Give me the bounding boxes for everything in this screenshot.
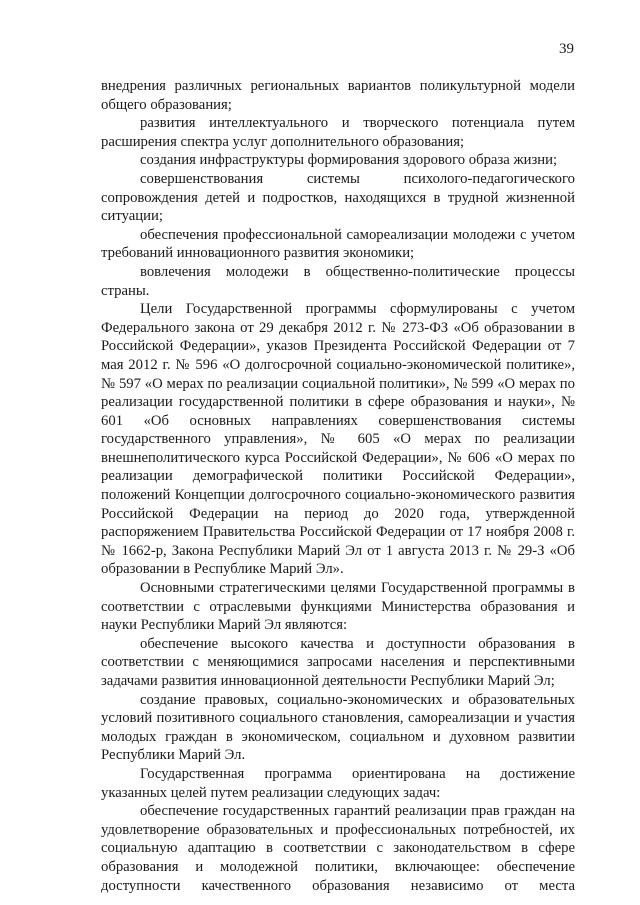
- paragraph-youth-self-realization: обеспечения профессиональной самореализации молодежи с учетом требований инновационного развития экономики;: [101, 226, 575, 262]
- paragraph-healthy-lifestyle: создания инфраструктуры формирования здорового образа жизни;: [140, 152, 558, 169]
- paragraph-goal-education-quality: обеспечение высокого качества и доступности образования в соответствии с меняющимися запросами населения и перспективными задачами развития инновационной деятельности Республики Марий Эл;: [101, 635, 575, 689]
- paragraph-psychological-support: совершенствования системы психолого-педагогического сопровождения детей и подростков, находящихся в трудной жизненной ситуации;: [101, 170, 575, 225]
- paragraph-program-goals-basis: Цели Государственной программы сформулированы с учетом Федерального закона от 29 декабря 2012 г. № 273-ФЗ «Об образовании в Российской Федерации», указов Президента Российской Федерации от 7 мая 2012 г. № 596 «О долгосрочной социально-экономической политике», № 597 «О мерах по реализации социальной политики», № 599 «О мерах по реализации государственной политики в сфере образования и науки», № 601 «Об основных направлениях совершенствования системы государственного управления», № 605 «О мерах по реализации внешнеполитического курса Российской Федерации», № 606 «О мерах по реализации демографической политики Российской Федерации», положений Концепции долгосрочного социально-экономического развития Российской Федерации на период до 2020 года, утвержденной распоряжением Правительства Российской Федерации от 17 ноября 2008 г. № 1662-р, Закона Республики Марий Эл от 1 августа 2013 г. № 29-З «Об образовании в Республике Марий Эл».: [101, 301, 575, 578]
- paragraph-goal-youth-conditions: создание правовых, социально-экономических и образовательных условий позитивного социального становления, самореализации и участия молодых граждан в экономическом, социальном и духовном развитии Республики Марий Эл.: [101, 691, 575, 764]
- page-number: 39: [559, 41, 574, 57]
- paragraph-state-guarantees: обеспечение государственных гарантий реализации прав граждан на удовлетворение образовательных и профессиональных потребностей, их социальную адаптацию в соответствии с законодательством в сфере образования и молодежной политики, включающее: обеспечение доступности качественного образования независимо от места: [101, 803, 575, 894]
- paragraph-tasks-intro: Государственная программа ориентирована на достижение указанных целей путем реализации следующих задач:: [101, 765, 575, 801]
- body-text: [101, 77, 575, 895]
- paragraph-strategic-goals-intro: Основными стратегическими целями Государственной программы в соответствии с отраслевыми функциями Министерства образования и науки Республики Марий Эл являются:: [101, 580, 575, 634]
- paragraph-multicultural-model: внедрения различных региональных вариантов поликультурной модели общего образования;: [101, 78, 575, 113]
- paragraph-creative-potential: развития интеллектуального и творческого потенциала путем расширения спектра услуг дополнительного образования;: [101, 115, 575, 150]
- paragraph-youth-involvement: вовлечения молодежи в общественно-политические процессы страны.: [101, 263, 575, 299]
